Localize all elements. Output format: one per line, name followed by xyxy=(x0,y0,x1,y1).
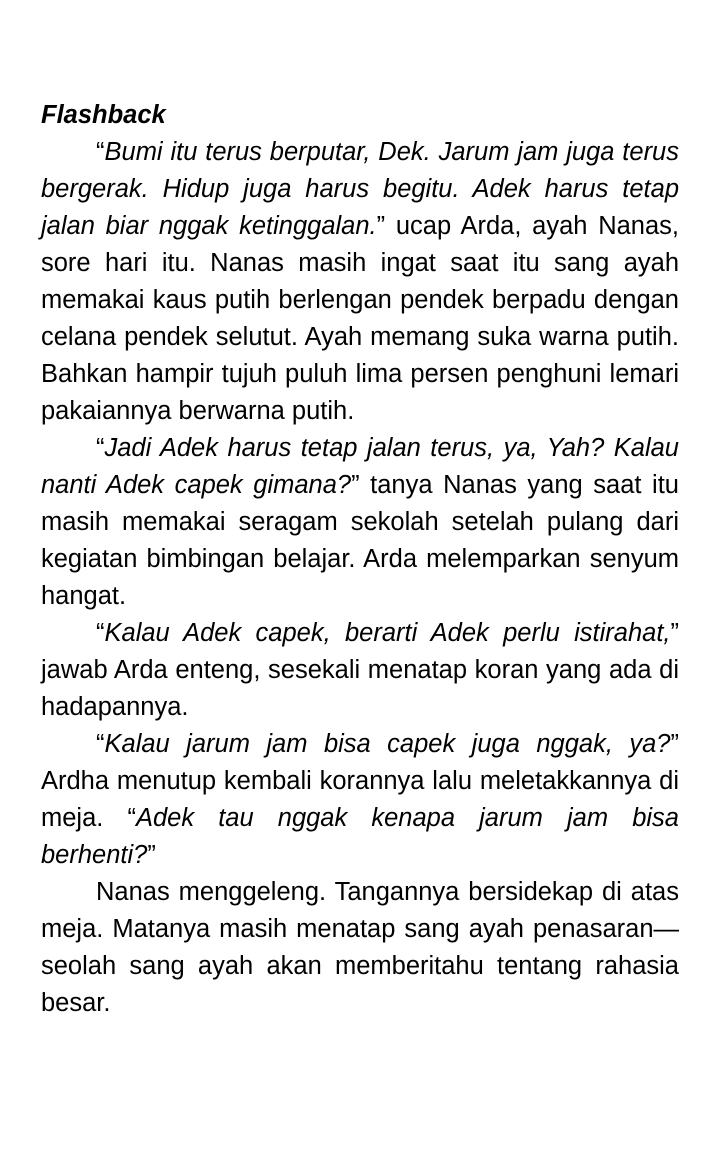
section-heading: Flashback xyxy=(41,101,166,129)
paragraph xyxy=(41,726,679,874)
italic-text-run: Kalau jarum jam bisa capek juga nggak, ya? xyxy=(104,730,671,758)
text-run: ” tanya Nanas yang saat itu masih memakai seragam sekolah setelah pulang dari kegiatan bimbingan belajar. Arda melemparkan senyum hangat. xyxy=(41,471,679,610)
body-text xyxy=(41,134,679,1022)
text-run: “ xyxy=(96,619,105,647)
italic-text-run: Bumi itu terus berputar, Dek. Jarum jam juga terus bergerak. Hidup juga harus begitu. Adek harus tetap jalan biar nggak ketinggalan. xyxy=(41,138,679,240)
paragraph xyxy=(41,134,679,430)
italic-text-run: Jadi Adek harus tetap jalan terus, ya, Yah? Kalau nanti Adek capek gimana? xyxy=(41,434,679,499)
paragraph xyxy=(41,430,679,615)
book-page xyxy=(41,97,679,1022)
italic-text-run: Kalau Adek capek, berarti Adek perlu istirahat, xyxy=(104,619,671,647)
paragraph xyxy=(41,874,679,1022)
text-run: ” Ardha menutup kembali korannya lalu meletakkannya di meja. “ xyxy=(41,730,679,832)
text-run: Nanas menggeleng. Tangannya bersidekap di atas meja. Matanya masih menatap sang ayah penasaran—seolah sang ayah akan memberitahu tentang rahasia besar. xyxy=(41,878,679,1017)
text-run: ” xyxy=(147,841,156,869)
text-run: “ xyxy=(96,730,105,758)
text-run: ” ucap Arda, ayah Nanas, sore hari itu. Nanas masih ingat saat itu sang ayah memakai kaus putih berlengan pendek berpadu dengan celana pendek selutut. Ayah memang suka warna putih. Bahkan hampir tujuh puluh lima persen penghuni lemari pakaiannya berwarna putih. xyxy=(41,212,680,425)
italic-text-run: Adek tau nggak kenapa jarum jam bisa berhenti? xyxy=(41,804,679,869)
text-run: “ xyxy=(96,138,105,166)
text-run: ” jawab Arda enteng, sesekali menatap koran yang ada di hadapannya. xyxy=(41,619,679,721)
text-run: “ xyxy=(96,434,105,462)
paragraph xyxy=(41,615,679,726)
